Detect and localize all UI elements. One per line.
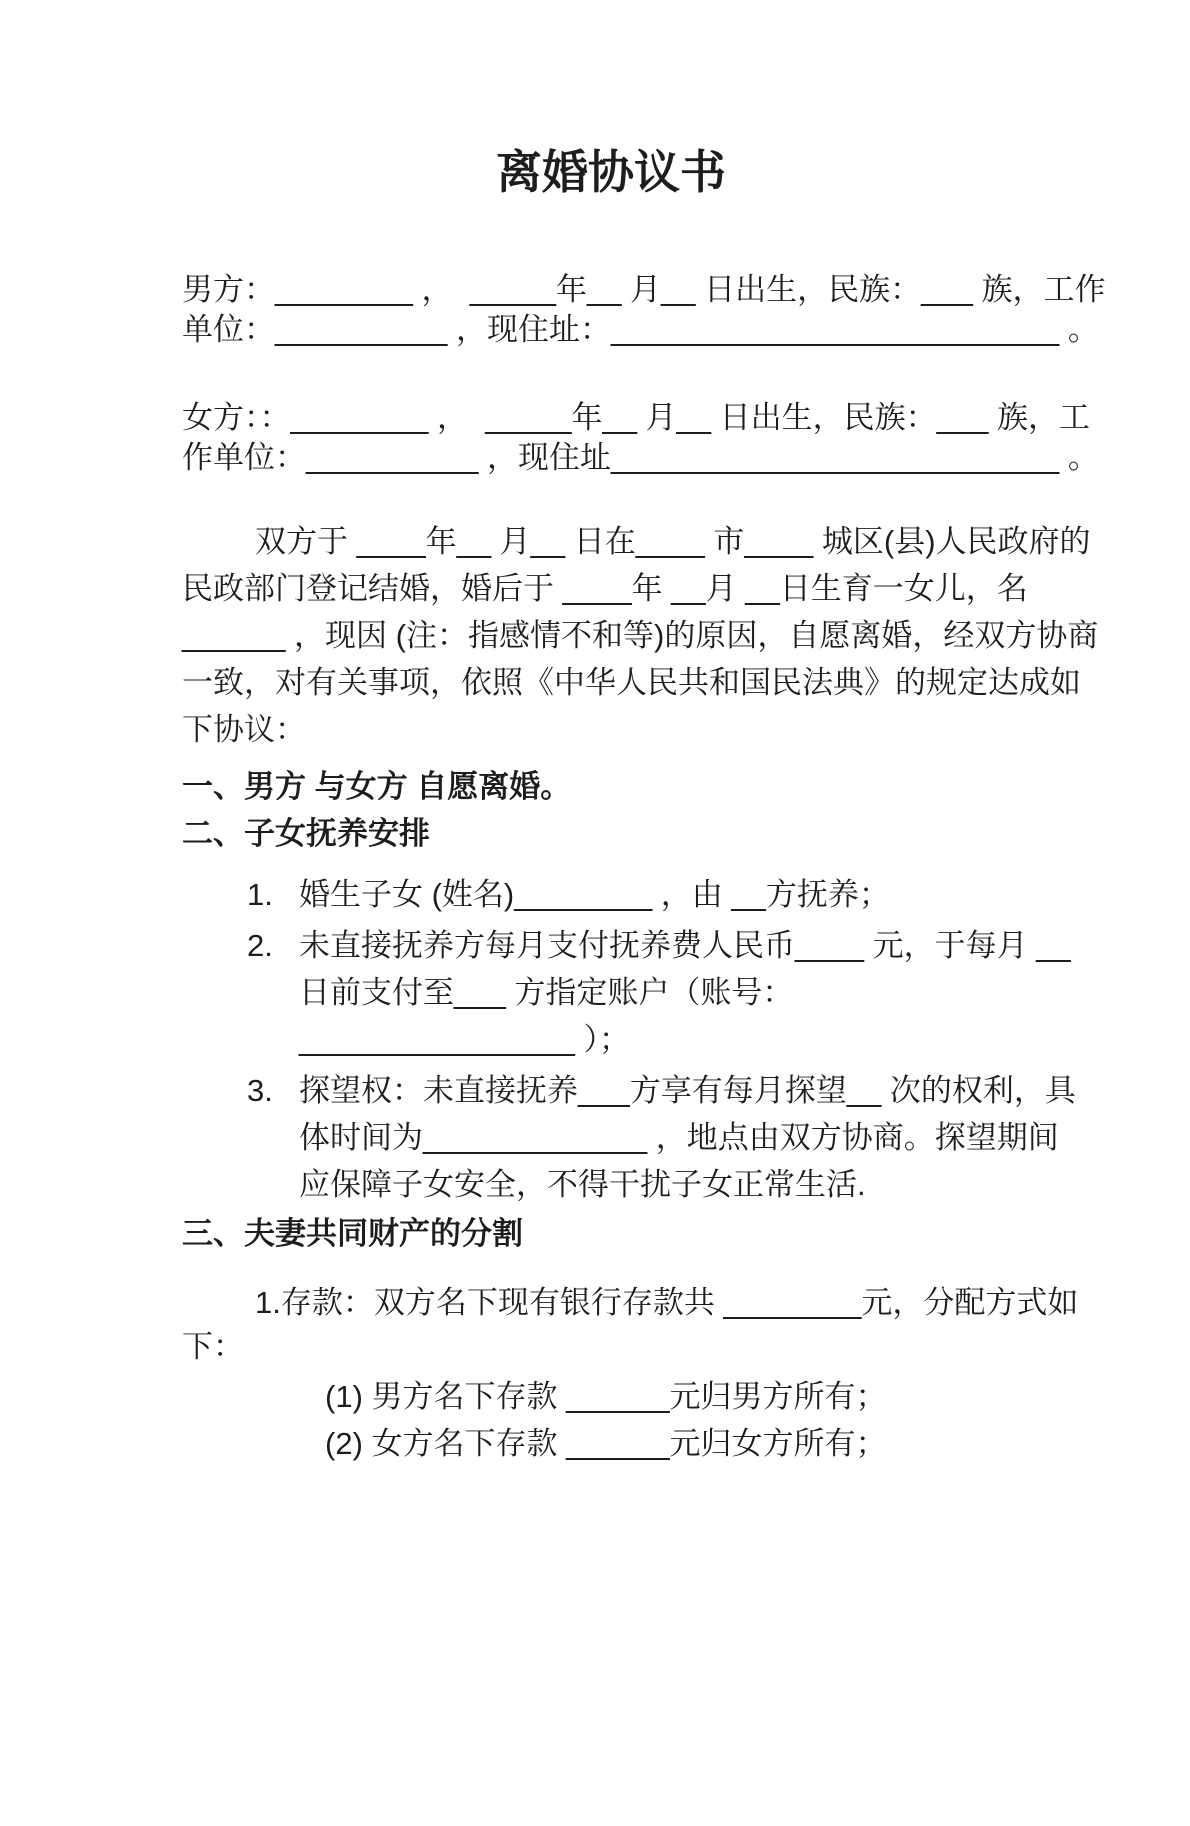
article-2-heading: 二、子女抚养安排 bbox=[182, 816, 430, 851]
custody-item-2-text: 未直接抚养方每月支付抚养费人民币____ 元，于每月 __ bbox=[299, 928, 1071, 963]
custody-item-3-line-1 bbox=[247, 1067, 1076, 1114]
party-female-line-2: 作单位：__________ ，现住址__________________________ 。 bbox=[182, 440, 1099, 475]
list-number-1: 1. bbox=[247, 877, 273, 912]
deposit-line-2: 下： bbox=[182, 1329, 244, 1364]
party-male-paragraph bbox=[182, 270, 1106, 350]
document-title: 离婚协议书 bbox=[496, 146, 726, 198]
party-female-line-1: 女方：：________ ， _____年__ 月__ 日出生，民族：___ 族，工 bbox=[182, 400, 1090, 435]
custody-item-2 bbox=[182, 922, 1071, 1063]
preamble-paragraph bbox=[182, 518, 1099, 753]
deposit-split-list bbox=[182, 1373, 1040, 1467]
deposit-line-1: 1.存款：双方名下现有银行存款共 ________元，分配方式如 bbox=[255, 1285, 1079, 1320]
deposit-split-1: (1) 男方名下存款 ______元归男方所有； bbox=[325, 1379, 887, 1414]
custody-item-3-line-2: 体时间为_____________ ，地点由双方协商。探望期间 bbox=[299, 1120, 1059, 1155]
article-3-heading: 三、夫妻共同财产的分割 bbox=[182, 1216, 523, 1251]
custody-item-3-text: 探望权：未直接抚养___方享有每月探望__ 次的权利，具 bbox=[299, 1073, 1076, 1108]
party-male-line-1: 男方：________ ， _____年__ 月__ 日出生，民族：___ 族，工作 bbox=[182, 272, 1106, 307]
deposit-split-2: (2) 女方名下存款 ______元归女方所有； bbox=[325, 1426, 887, 1461]
document-page bbox=[0, 142, 1190, 1467]
preamble-line-3: ______ ，现因 (注：指感情不和等)的原因，自愿离婚，经双方协商 bbox=[182, 618, 1099, 653]
custody-item-2-line-1 bbox=[247, 922, 1071, 969]
custody-item-1 bbox=[182, 871, 1040, 918]
preamble-line-5: 下协议： bbox=[182, 712, 306, 747]
custody-item-3-line-3: 应保障子女安全，不得干扰子女正常生活. bbox=[299, 1167, 866, 1202]
party-male-line-2: 单位：__________ ，现住址：__________________________ 。 bbox=[182, 312, 1099, 347]
deposit-paragraph bbox=[182, 1281, 1079, 1369]
article-1-heading: 一、男方 与女方 自愿离婚。 bbox=[182, 769, 572, 804]
list-number-2: 2. bbox=[247, 928, 273, 963]
party-female-paragraph bbox=[182, 398, 1099, 478]
custody-item-2-line-3: ________________ ）； bbox=[299, 1022, 630, 1057]
preamble-line-4: 一致，对有关事项，依照《中华人民共和国民法典》的规定达成如 bbox=[182, 665, 1081, 700]
list-number-3: 3. bbox=[247, 1073, 273, 1108]
custody-item-1-line-1 bbox=[247, 871, 1040, 918]
custody-item-1-text: 婚生子女 (姓名)________ ，由 __方抚养； bbox=[299, 877, 890, 912]
custody-item-3 bbox=[182, 1067, 1076, 1208]
custody-list bbox=[182, 871, 1076, 1208]
custody-item-2-line-2: 日前支付至___ 方指定账户（账号： bbox=[299, 975, 794, 1010]
preamble-line-2: 民政部门登记结婚，婚后于 ____年 __月 __日生育一女儿，名 bbox=[182, 571, 1028, 606]
preamble-line-1: 双方于 ____年__ 月__ 日在____ 市____ 城区(县)人民政府的 bbox=[255, 524, 1091, 559]
